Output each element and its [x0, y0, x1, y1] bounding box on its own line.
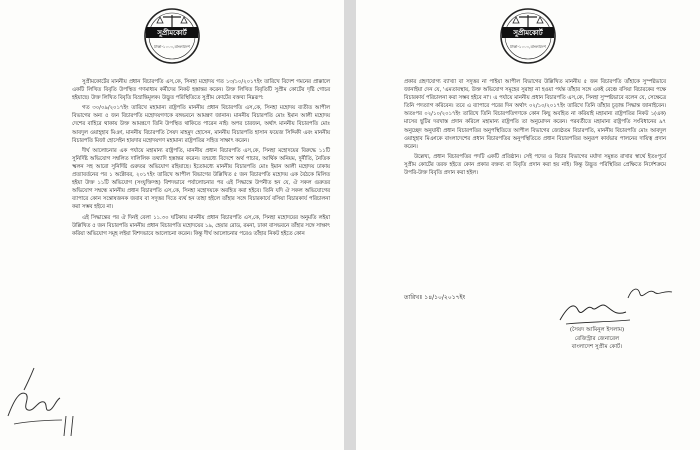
margin-stroke-marks: [62, 414, 78, 438]
signatory-office: বাংলাদেশ সুপ্রীম কোর্ট।: [571, 344, 623, 351]
margin-initials: [4, 360, 66, 430]
right-page-body: [404, 78, 666, 179]
paragraph: দীর্ঘ আলোচনার এক পর্যায়ে মহামান্য রাষ্ট্রপতি, মাননীয় প্রধান বিচারপতি এস,কে, সিনহা মহোদয়ের বিরুদ্ধে ১১টি সুনির্দিষ্ট অভিযোগ সম্বলিত দালিলিক তথ্যাদি হস্তান্তর করেন। তন্মধ্যে বিদেশে অর্থ পাচার, আর্থিক অনিয়ম, দুর্নীতি, নৈতিক স্খলন সহ আরো সুনির্দিষ্ট গুরুতর অভিযোগ রহিয়াছে। ইতোমধ্যে মাননীয় বিচারপতি মোঃ ইমান আলী মহোদয় ঢাকায় প্রত্যাবর্তনের পর ১ অক্টোবর, ২০১৭ইং তারিখে আপীল বিভাগের উল্লিখিত ৫ জন বিচারপতি মহোদয় এক বৈঠকে মিলিত হইয়া উক্ত ১১টি অভিযোগ (সংযুক্তিসহ) বিশদভাবে পর্যালোচনার পর এই সিদ্ধান্তে উপনীত হন যে, ঐ সকল গুরুতর অভিযোগ সম্বন্ধে মাননীয় প্রধান বিচারপতি এস,কে, সিনহা মহোদয়কে অবহিত করা হইবে। তিনি যদি ঐ সকল অভিযোগের ব্যাপারে কোন সন্তোষজনক জবাব বা সদুত্তর দিতে ব্যর্থ হন তাহা হইলে তাঁহার সঙ্গে বিচারকার্যে বসিয়া বিচারকার্য পরিচালনা করা সম্ভব হইবে না।: [72, 147, 330, 211]
left-page-body: [72, 78, 330, 240]
supreme-court-logo: [143, 6, 201, 66]
statement-page-1: [0, 0, 344, 450]
signatory-name: (সৈয়দ আমিনুল ইসলাম): [569, 327, 625, 333]
paragraph: গত ৩০/০৯/২০১৭ইং তারিখে মহামান্য রাষ্ট্রপতি মাননীয় প্রধান বিচারপতি এস,কে, সিনহা মহোদয় ব্যতীত আপীল বিভাগের অন্য ৫ জন বিচারপতি মহোদয়গণকে বঙ্গভবনে আমন্ত্রণ জানান। মাননীয় বিচারপতি মোঃ ইমান আলী মহোদয় দেশের বাহিরে থাকায় উক্ত আমন্ত্রণে তিনি উপস্থিত থাকিতে পারেন নাই। অপর চারজন, অর্থাৎ মাননীয় বিচারপতি মোঃ আবদুল ওয়াহ্‌হাব মিঞা, মাননীয় বিচারপতি সৈয়দ মাহমুদ হোসেন, মাননীয় বিচারপতি হাসান ফয়েজ সিদ্দিকী এবং মাননীয় বিচারপতি মির্জা হোসেইন হায়দার মহোদয়গণ মহামান্য রাষ্ট্রপতির সহিত সাক্ষাৎ করেন।: [72, 105, 330, 144]
statement-date: তারিখঃ ১৪/১০/২০১৭ইং: [404, 294, 466, 301]
paragraph: সুপ্রীমকোর্টের মাননীয় প্রধান বিচারপতি এস,কে, সিনহা মহোদয় গত ১৩/১০/২০১৭ইং তারিখে বিদেশ গমনের প্রাক্কালে একটি লিখিত বিবৃতি উপস্থিত গণমাধ্যম কর্মীদের নিকট হস্তান্তর করেন। উক্ত লিখিত বিবৃতিটি সুপ্রীম কোর্টের দৃষ্টি গোচর হইয়াছে। উক্ত লিখিত বিবৃতি বিভ্রান্তিমূলক। উদ্ভূত পরিস্থিতিতে সুপ্রীম কোর্টের বক্তব্য নিম্নরূপ:: [72, 79, 330, 102]
logo-banner-text: সুপ্রীমকোর্ট: [157, 29, 187, 37]
logo-address-text: ঢাকা-১০০০,বাংলাদেশ: [510, 44, 546, 49]
signature-initials: [624, 282, 676, 304]
signature-block: [542, 326, 652, 352]
paragraph: এই সিদ্ধান্তের পর ঐ দিনই বেলা ১১.৩০ ঘটিকায় মাননীয় প্রধান বিচারপতি এস,কে, সিনহা মহোদয়ের অনুমতি লইয়া উল্লিখিত ৫ জন বিচারপতি মাননীয় প্রধান বিচারপতি মহোদয়ের ১৯, হেয়ার রোড, রমনা, ঢাকা বাসভবনে তাঁহার সঙ্গে সাক্ষাৎ করিয়া অভিযোগ সমূহ লইয়া বিশদভাবে আলোচনা করেন। কিন্তু দীর্ঘ আলোচনার পরেও তাঁহার নিকট হইতে কোন: [72, 214, 330, 237]
logo-address-text: ঢাকা-১০০০,বাংলাদেশ: [154, 44, 190, 49]
paragraph: প্রকার গ্রহণযোগ্য ব্যাখ্যা বা সদুত্তর না পাইয়া আপীল বিভাগের উল্লিখিত মাননীয় ৫ জন বিচারপতি তাঁহাকে সুস্পষ্টভাবে জানাইয়া দেন যে, 'এমতাবস্থায়, উক্ত অভিযোগ সমূহের সুরাহা না হওয়া পর্যন্ত তাঁহার সঙ্গে একই বেঞ্চে বসিয়া বিচারকের পক্ষে বিচারকার্য পরিচালনা করা সম্ভব হইবে না'। এ পর্যায়ে মাননীয় প্রধান বিচারপতি এস,কে, সিনহা সুস্পষ্টভাবে বলেন যে, সেক্ষেত্রে তিনি পদত্যাগ করিবেন। তবে এ ব্যাপারে পরের দিন অর্থাৎ ০২/১০/২০১৭ইং তারিখে তিনি তাঁহার চূড়ান্ত সিদ্ধান্ত জানাইবেন। অতঃপর ০২/১০/২০১৭ইং তারিখে তিনি বিচারপতিগণকে কোন কিছু অবহিত না করিয়াই মহামান্য রাষ্ট্রপতির নিকট ১(এক) মাসের ছুটির দরখাস্ত প্রদান করিলে মহামান্য রাষ্ট্রপতি তা অনুমোদন করেন। পরবর্তীতে মহামান্য রাষ্ট্রপতি সংবিধানের ৯৭ অনুচ্ছেদ অনুযায়ী প্রধান বিচারপতির অনুপস্থিতিতে আপীল বিভাগের জ্যেষ্ঠতম বিচারপতি, মাননীয় বিচারপতি মোঃ আবদুল ওয়াহ্‌হাব মিঞাকে বাংলাদেশের প্রধান বিচারপতির অনুপস্থিতিতে প্রধান বিচারপতির অনুরূপ কার্যভার পালনের দায়িত্ব প্রদান করেন।: [404, 79, 666, 150]
logo-banner-text: সুপ্রীমকোর্ট: [513, 29, 543, 37]
statement-page-2: [356, 0, 700, 450]
supreme-court-logo: [499, 6, 557, 66]
signatory-title: রেজিস্ট্রার জেনারেল: [574, 335, 620, 342]
paragraph: উল্লেখ্য, প্রধান বিচারপতির পদটি একটি প্রতিষ্ঠান। সেই পদের ও বিচার বিভাগের মর্যাদা সমুন্নত রাখার স্বার্থে ইতঃপূর্বে সুপ্রীম কোর্টের তরফ হইতে কোন প্রকার বক্তব্য বা বিবৃতি প্রদান করা হয় নাই। কিন্তু উদ্ভূত পরিস্থিতির প্রেক্ষিতে নির্দেশক্রমে উপরি-উক্ত বিবৃতি প্রদান করা হইল।: [404, 153, 666, 177]
